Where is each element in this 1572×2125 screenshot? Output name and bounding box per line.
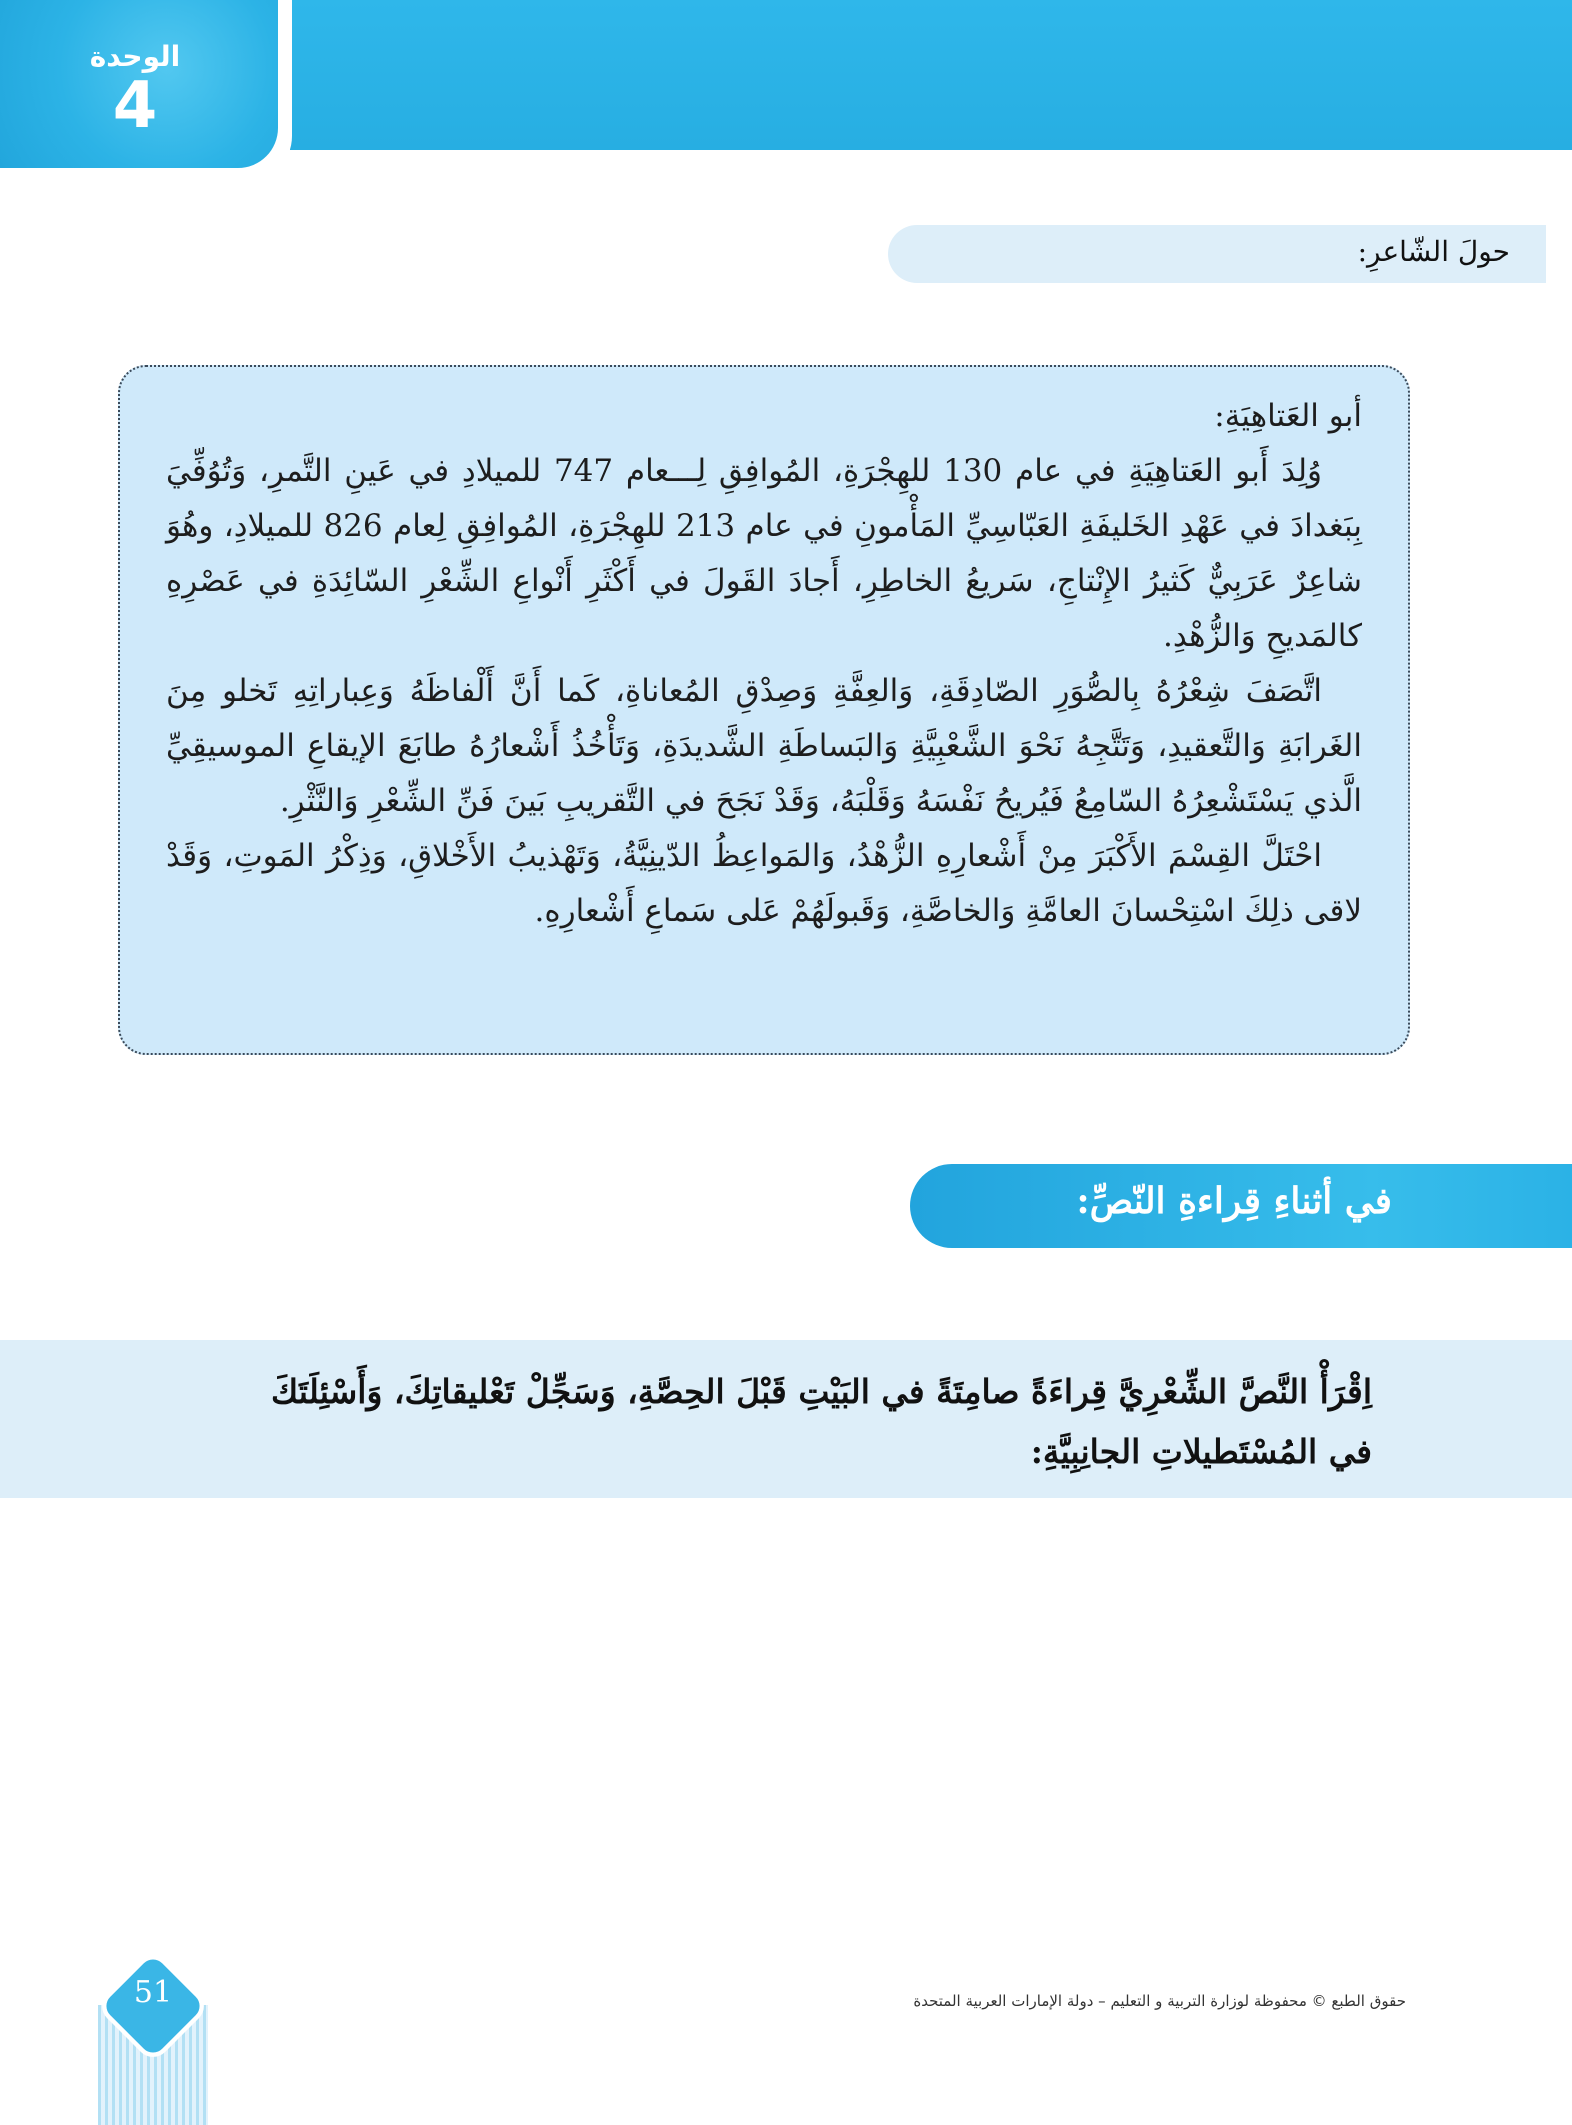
instruction-text: اِقْرَأْ النَّصَّ الشِّعْرِيَّ قِراءَةً صامِتَةً في البَيْتِ قَبْلَ الحِصَّةِ، وَسَجِّلْ تَعْليقاتِكَ، وَأَسْئِلَتَكَ في المُسْتَطيلاتِ الجانِبِيَّةِ: bbox=[271, 1372, 1372, 1471]
unit-number: 4 bbox=[112, 69, 158, 143]
unit-label: الوحدة bbox=[89, 40, 181, 73]
reading-section-heading-bar bbox=[910, 1164, 1572, 1248]
bio-title: أبو العَتاهِيَةِ: bbox=[1214, 398, 1362, 434]
copyright-notice: حقوق الطبع © محفوظة لوزارة التربية و التعليم – دولة الإمارات العربية المتحدة bbox=[913, 1992, 1406, 2010]
bio-paragraph-1: وُلِدَ أَبو العَتاهِيَةِ في عام 130 للهِجْرَةِ، المُوافِقِ لِـــعام 747 للميلادِ في عَينِ التَّمرِ، وَتُوُفِّيَ بِبَغدادَ في عَهْدِ الخَليفَةِ العَبّاسِيِّ المَأْمونِ في عام 213 للهِجْرَةِ، المُوافِقِ لِعام 826 للميلادِ، وهُوَ شاعِرٌ عَرَبِيٌّ كَثيرُ الإِنْتاجِ، سَريعُ الخاطِرِ، أَجادَ القَولَ في أَكْثَرِ أَنْواعِ الشِّعْرِ السّائِدَةِ في عَصْرِهِ كالمَديحِ وَالزُّهْدِ. bbox=[166, 453, 1362, 654]
reading-section-heading: في أثناءِ قِراءةِ النّصِّ: bbox=[1076, 1180, 1392, 1222]
unit-badge-inner bbox=[0, 0, 278, 168]
top-banner bbox=[290, 0, 1572, 150]
bio-paragraph-2: اتَّصَفَ شِعْرُهُ بِالصُّوَرِ الصّادِقَةِ، وَالعِفَّةِ وَصِدْقِ المُعاناةِ، كَما أَنَّ أَلْفاظَهُ وَعِباراتِهِ تَخلو مِنَ الغَرابَةِ وَالتَّعقيدِ، وَتَتَّجِهُ نَحْوَ الشَّعْبِيَّةِ وَالبَساطَةِ الشَّديدَةِ، وَتَأْخُذُ أَشْعارُهُ طابَعَ الإيقاعِ الموسيقِيِّ الَّذي يَسْتَشْعِرُهُ السّامِعُ فَيُريحُ نَفْسَهُ وَقَلْبَهُ، وَقَدْ نَجَحَ في التَّقريبِ بَينَ فَنِّ الشِّعْرِ وَالنَّثْرِ. bbox=[166, 673, 1362, 819]
bio-paragraph-3: احْتَلَّ القِسْمَ الأَكْبَرَ مِنْ أَشْعارِهِ الزُّهْدُ، وَالمَواعِظُ الدّينِيَّةُ، وَتَهْذيبُ الأَخْلاقِ، وَذِكْرُ المَوتِ، وَقَدْ لاقى ذلِكَ اسْتِحْسانَ العامَّةِ وَالخاصَّةِ، وَقَبولَهُمْ عَلى سَماعِ أَشْعارِهِ. bbox=[166, 838, 1362, 929]
about-poet-heading: حولَ الشّاعرِ: bbox=[1357, 235, 1510, 268]
about-poet-heading-bar bbox=[888, 225, 1546, 283]
page-number-badge bbox=[88, 1945, 218, 2125]
page-number: 51 bbox=[133, 1975, 173, 2010]
poet-bio-box bbox=[118, 365, 1410, 1055]
unit-badge bbox=[0, 0, 292, 182]
instruction-band bbox=[0, 1340, 1572, 1498]
